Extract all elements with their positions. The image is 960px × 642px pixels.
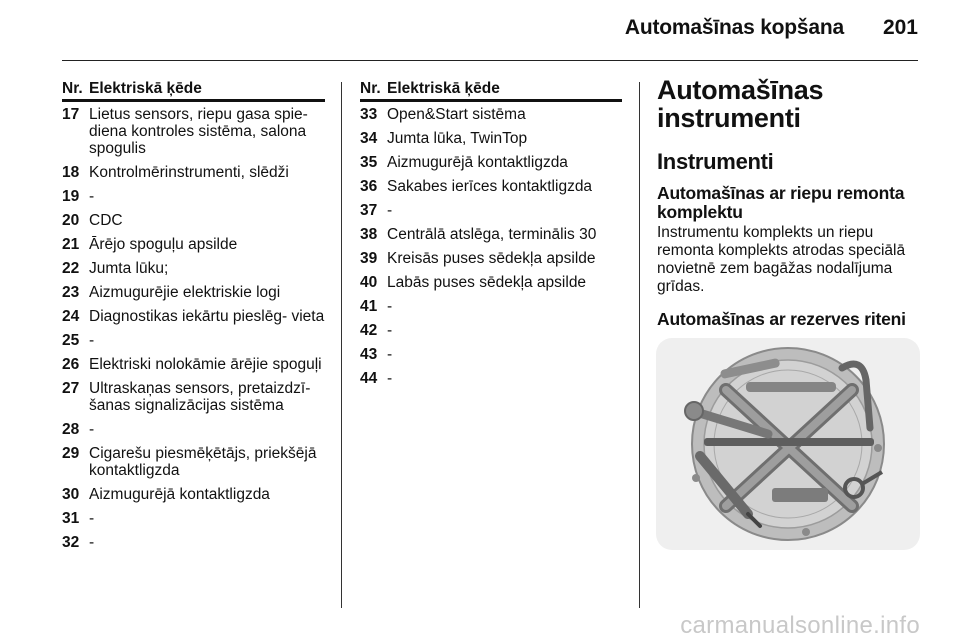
circuit-description: - bbox=[89, 188, 95, 205]
spare-wheel-tools-illustration bbox=[656, 338, 920, 550]
column-header-nr: Nr. bbox=[360, 80, 387, 101]
circuit-description: - bbox=[387, 346, 393, 363]
circuit-description: Kontrolmērinstrumenti, slēdži bbox=[89, 164, 289, 181]
table-row bbox=[62, 376, 325, 417]
table-row bbox=[62, 441, 325, 482]
fuse-number: 21 bbox=[62, 236, 80, 253]
circuit-description: Cigarešu piesmēķētājs, priekšējā kontaktligzda bbox=[89, 445, 317, 479]
circuit-description: - bbox=[387, 370, 393, 387]
circuit-description: - bbox=[89, 534, 95, 551]
fuse-table-middle-body bbox=[360, 101, 622, 391]
table-row bbox=[360, 174, 622, 198]
heading-spare-wheel: Automašīnas ar rezerves riteni bbox=[657, 309, 906, 329]
circuit-description: Open&Start sistēma bbox=[387, 106, 526, 123]
column-divider-2 bbox=[639, 82, 640, 608]
heading-repair-kit: Automašīnas ar riepu remonta komplektu bbox=[657, 183, 905, 222]
circuit-description: - bbox=[89, 421, 95, 438]
circuit-description: Aizmugurējā kontaktligzda bbox=[89, 486, 270, 503]
fuse-number: 30 bbox=[62, 486, 80, 503]
fuse-number: 25 bbox=[62, 332, 80, 349]
page-header-title: Automašīnas kopšana bbox=[624, 16, 844, 39]
fuse-number: 40 bbox=[360, 274, 378, 291]
right-column bbox=[657, 76, 923, 329]
table-row bbox=[360, 246, 622, 270]
table-row bbox=[360, 294, 622, 318]
left-column bbox=[62, 80, 325, 554]
fuse-number: 20 bbox=[62, 212, 80, 229]
fuse-number: 26 bbox=[62, 356, 80, 373]
table-row bbox=[360, 150, 622, 174]
fuse-number: 18 bbox=[62, 164, 80, 181]
table-row bbox=[360, 101, 622, 127]
table-row bbox=[62, 417, 325, 441]
table-row bbox=[62, 280, 325, 304]
fuse-number: 29 bbox=[62, 445, 80, 462]
fuse-number: 35 bbox=[360, 154, 378, 171]
fuse-number: 24 bbox=[62, 308, 80, 325]
column-header-circuit: Elektriskā ķēde bbox=[89, 80, 325, 101]
fuse-number: 34 bbox=[360, 130, 378, 147]
column-header-nr: Nr. bbox=[62, 80, 89, 101]
fuse-number: 32 bbox=[62, 534, 80, 551]
circuit-description: - bbox=[387, 322, 393, 339]
circuit-description: CDC bbox=[89, 212, 123, 229]
circuit-description: - bbox=[89, 510, 95, 527]
column-divider-1 bbox=[341, 82, 342, 608]
fuse-number: 38 bbox=[360, 226, 378, 243]
header-rule bbox=[62, 60, 918, 61]
table-row bbox=[62, 184, 325, 208]
fuse-number: 39 bbox=[360, 250, 378, 267]
fuse-number: 28 bbox=[62, 421, 80, 438]
fuse-number: 17 bbox=[62, 106, 80, 123]
circuit-description: Ultraskaņas sensors, pretaizdzī- šanas signalizācijas sistēma bbox=[89, 380, 311, 414]
table-row bbox=[360, 198, 622, 222]
fuse-number: 33 bbox=[360, 106, 378, 123]
fuse-number: 19 bbox=[62, 188, 80, 205]
table-row bbox=[360, 318, 622, 342]
circuit-description: Jumta lūku; bbox=[89, 260, 169, 277]
fuse-number: 23 bbox=[62, 284, 80, 301]
table-header-row bbox=[360, 80, 622, 101]
fuse-table-left-body bbox=[62, 101, 325, 555]
table-row bbox=[62, 352, 325, 376]
circuit-description: Labās puses sēdekļa apsilde bbox=[387, 274, 587, 291]
circuit-description: Diagnostikas iekārtu pieslēg- vieta bbox=[89, 308, 325, 325]
fuse-number: 41 bbox=[360, 298, 378, 315]
table-row bbox=[62, 208, 325, 232]
section-title: Automašīnas instrumenti bbox=[657, 75, 824, 133]
circuit-description: - bbox=[387, 202, 393, 219]
circuit-description: - bbox=[89, 332, 95, 349]
watermark: carmanualsonline.info bbox=[680, 612, 920, 639]
table-row bbox=[62, 160, 325, 184]
middle-column bbox=[360, 80, 622, 390]
table-row bbox=[62, 328, 325, 352]
table-row bbox=[62, 530, 325, 554]
table-header-row bbox=[62, 80, 325, 101]
table-row bbox=[62, 232, 325, 256]
table-row bbox=[360, 270, 622, 294]
circuit-description: Centrālā atslēga, terminālis 30 bbox=[387, 226, 597, 243]
table-row bbox=[62, 506, 325, 530]
fuse-number: 43 bbox=[360, 346, 378, 363]
fuse-number: 36 bbox=[360, 178, 378, 195]
table-row bbox=[62, 482, 325, 506]
circuit-description: Lietus sensors, riepu gasa spie- diena kontroles sistēma, salona spogulis bbox=[89, 106, 308, 157]
table-row bbox=[360, 222, 622, 246]
circuit-description: Aizmugurējā kontaktligzda bbox=[387, 154, 568, 171]
column-header-circuit: Elektriskā ķēde bbox=[387, 80, 622, 101]
table-row bbox=[360, 342, 622, 366]
fuse-number: 22 bbox=[62, 260, 80, 277]
table-row bbox=[360, 126, 622, 150]
circuit-description: Elektriski nolokāmie ārējie spoguļi bbox=[89, 356, 322, 373]
circuit-description: Aizmugurējie elektriskie logi bbox=[89, 284, 281, 301]
fuse-number: 37 bbox=[360, 202, 378, 219]
table-row bbox=[62, 256, 325, 280]
paragraph-repair-kit: Instrumentu komplekts un riepu remonta komplekts atrodas speciālā novietnē zem bagāžas nodalījuma grīdas. bbox=[657, 224, 906, 295]
circuit-description: Kreisās puses sēdekļa apsilde bbox=[387, 250, 596, 267]
tools-illustration-svg bbox=[656, 338, 920, 550]
subsection-title: Instrumenti bbox=[657, 149, 774, 174]
circuit-description: Ārējo spoguļu apsilde bbox=[89, 236, 238, 253]
circuit-description: - bbox=[387, 298, 393, 315]
fuse-table-middle bbox=[360, 80, 622, 390]
table-row bbox=[62, 101, 325, 161]
fuse-table-left bbox=[62, 80, 325, 554]
table-row bbox=[360, 366, 622, 390]
fuse-number: 31 bbox=[62, 510, 80, 527]
fuse-number: 27 bbox=[62, 380, 80, 397]
fuse-number: 42 bbox=[360, 322, 378, 339]
fuse-number: 44 bbox=[360, 370, 378, 387]
page-number: 201 bbox=[882, 16, 918, 39]
circuit-description: Jumta lūka, TwinTop bbox=[387, 130, 528, 147]
table-row bbox=[62, 304, 325, 328]
circuit-description: Sakabes ierīces kontaktligzda bbox=[387, 178, 593, 195]
